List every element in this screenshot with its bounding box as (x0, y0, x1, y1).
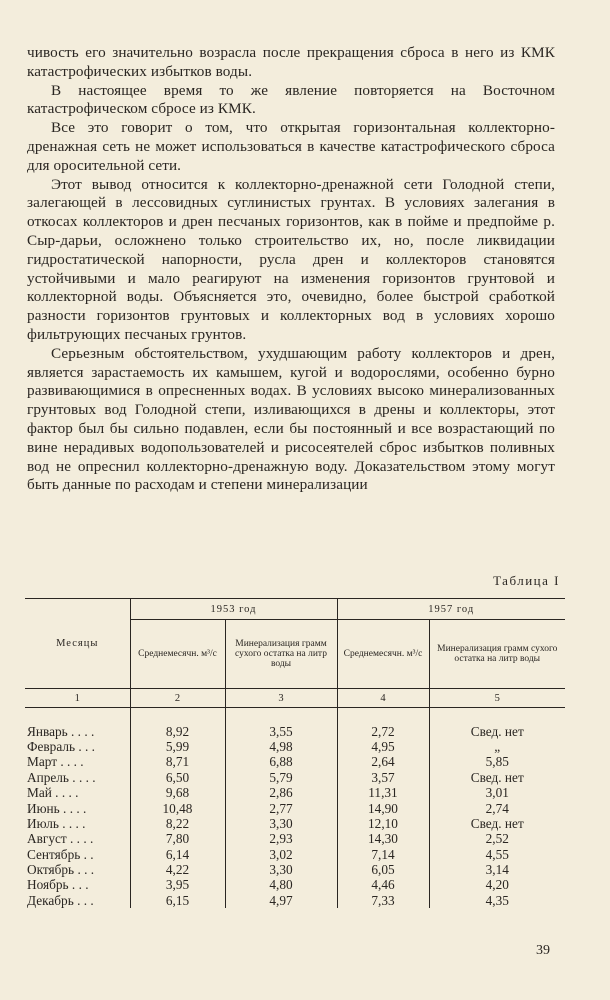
flow-1953-cell: 9,68 (130, 785, 225, 800)
flow-1953-cell: 4,22 (130, 862, 225, 877)
flow-1957-cell: 14,90 (337, 800, 429, 815)
mineralization-1953-cell: 3,02 (225, 847, 337, 862)
flow-1957-cell: 2,64 (337, 754, 429, 769)
month-cell: Апрель . . . . (27, 769, 96, 785)
mineralization-1957-cell: 2,52 (429, 831, 565, 846)
column-number: 3 (225, 689, 337, 708)
flow-1953-cell: 7,80 (130, 831, 225, 846)
mineralization-1957-cell: Свед. нет (429, 723, 565, 738)
mineralization-1953-cell: 4,97 (225, 893, 337, 908)
paragraph-5: Серьезным обстоятельством, ухудшающим работу коллекторов и дрен, является зарастаемость их камышем, кугой и водорослями, особенно бурно развивающимися в опресненных водах. В условиях высоко минерализованных грунтовых вод Голодной степи, изливающихся в дрены и коллекторы, этот фактор был бы сильно подавлен, если бы постоянный и все возрастающий по вине нерадивых водопользователей и рисосеятелей сброс избытков поливных вод не опреснил коллекторно-дренажную воду. Доказательством этому могут быть данные по расходам и степени минерализации (27, 344, 555, 494)
month-cell: Ноябрь . . . (27, 877, 89, 893)
flow-1957-cell: 2,72 (337, 723, 429, 738)
flow-1953-cell: 5,99 (130, 739, 225, 754)
table-caption: Таблица I (493, 573, 560, 588)
mineralization-1957-header: Минерализация грамм сухого остатка на литр воды (429, 620, 565, 689)
page-number: 39 (536, 943, 550, 958)
mineralization-1953-cell: 2,86 (225, 785, 337, 800)
month-cell: Май . . . . (27, 785, 79, 801)
mineralization-1953-cell: 2,93 (225, 831, 337, 846)
paragraph-3: Все это говорит о том, что открытая горизонтальная коллекторно-дренажная сеть не может использоваться в качестве катастрофического сброса для оросительной сети. (27, 119, 555, 174)
column-number: 2 (130, 689, 225, 708)
month-cell: Август . . . . (27, 831, 94, 847)
column-number: 1 (25, 689, 130, 708)
month-cell: Октябрь . . . (27, 862, 95, 878)
flow-1957-cell: 3,57 (337, 770, 429, 785)
table-row (25, 800, 565, 815)
flow-1953-cell: 8,71 (130, 754, 225, 769)
mineralization-1953-cell: 6,88 (225, 754, 337, 769)
month-cell: Июнь . . . . (27, 800, 87, 816)
mineralization-1957-cell: Свед. нет (429, 816, 565, 831)
mineralization-1953-cell: 4,80 (225, 877, 337, 892)
avg-flow-1957-header: Среднемесячн. м³/с (337, 620, 429, 689)
mineralization-1953-cell: 3,55 (225, 723, 337, 738)
flow-1957-cell: 6,05 (337, 862, 429, 877)
mineralization-1957-cell: 3,14 (429, 862, 565, 877)
table-row (25, 785, 565, 800)
flow-1953-cell: 10,48 (130, 800, 225, 815)
mineralization-1953-cell: 5,79 (225, 770, 337, 785)
data-table (25, 598, 565, 908)
mineralization-1953-cell: 4,98 (225, 739, 337, 754)
paragraph-2: В настоящее время то же явление повторяется на Восточном катастрофическом сбросе из КМК. (27, 81, 555, 118)
mineralization-1957-cell: „ (429, 739, 565, 754)
month-cell: Сентябрь . . (27, 846, 94, 862)
flow-1953-cell: 6,50 (130, 770, 225, 785)
table-row (25, 770, 565, 785)
paragraph-4: Этот вывод относится к коллекторно-дренажной сети Голодной степи, залегающей в лессовидных суглинистых грунтах. В условиях залегания в откосах коллекторов и дрен песчаных горизонтов, как в пойме и предпойме р. Сыр-дарьи, осложнено только строительство их, но, после ликвидации гидростатической напорности, русла дрен и коллекторов становятся устойчивыми и мало реагируют на изменения горизонтов грунтовой и коллекторной воды. Объясняется это, очевидно, более быстрой сработкой разности горизонтов грунтовых и коллекторных вод в условиях хорошо фильтрующих песчаных грунтов. (27, 175, 555, 343)
flow-1953-cell: 6,14 (130, 847, 225, 862)
flow-1953-cell: 3,95 (130, 877, 225, 892)
body-text (27, 44, 555, 495)
flow-1957-cell: 7,14 (337, 847, 429, 862)
avg-flow-1953-header: Среднемесячн. м³/с (130, 620, 225, 689)
flow-1953-cell: 8,92 (130, 723, 225, 738)
mineralization-1953-cell: 3,30 (225, 862, 337, 877)
flow-1957-cell: 4,46 (337, 877, 429, 892)
flow-1957-cell: 14,30 (337, 831, 429, 846)
month-column-header: Месяцы (25, 599, 130, 689)
month-cell: Март . . . . (27, 754, 84, 770)
mineralization-1957-cell: 2,74 (429, 800, 565, 815)
year-1953-header: 1953 год (130, 599, 337, 620)
mineralization-1953-cell: 2,77 (225, 800, 337, 815)
month-cell: Февраль . . . (27, 738, 95, 754)
flow-1953-cell: 8,22 (130, 816, 225, 831)
flow-1953-cell: 6,15 (130, 893, 225, 908)
month-cell: Июль . . . . (27, 815, 86, 831)
table-row (25, 862, 565, 877)
table-row (25, 816, 565, 831)
mineralization-1957-cell: 3,01 (429, 785, 565, 800)
mineralization-1957-cell: 4,20 (429, 877, 565, 892)
table-row (25, 847, 565, 862)
column-number: 4 (337, 689, 429, 708)
mineralization-1957-cell: Свед. нет (429, 770, 565, 785)
table-row (25, 754, 565, 769)
year-1957-header: 1957 год (337, 599, 565, 620)
mineralization-1953-cell: 3,30 (225, 816, 337, 831)
flow-1957-cell: 7,33 (337, 893, 429, 908)
table-row (25, 739, 565, 754)
mineralization-1953-header: Минерализация грамм сухого остатка на литр воды (225, 620, 337, 689)
flow-1957-cell: 11,31 (337, 785, 429, 800)
month-cell: Декабрь . . . (27, 892, 94, 908)
flow-1957-cell: 12,10 (337, 816, 429, 831)
month-cell: Январь . . . . (27, 723, 95, 739)
flow-1957-cell: 4,95 (337, 739, 429, 754)
table-row (25, 831, 565, 846)
table-row (25, 723, 565, 738)
paragraph-1: чивость его значительно возрасла после прекращения сброса в него из КМК катастрофических избытков воды. (27, 44, 555, 80)
table-row (25, 893, 565, 908)
mineralization-1957-cell: 4,35 (429, 893, 565, 908)
table-body (25, 708, 565, 909)
table-row (25, 877, 565, 892)
mineralization-1957-cell: 5,85 (429, 754, 565, 769)
mineralization-1957-cell: 4,55 (429, 847, 565, 862)
column-number: 5 (429, 689, 565, 708)
